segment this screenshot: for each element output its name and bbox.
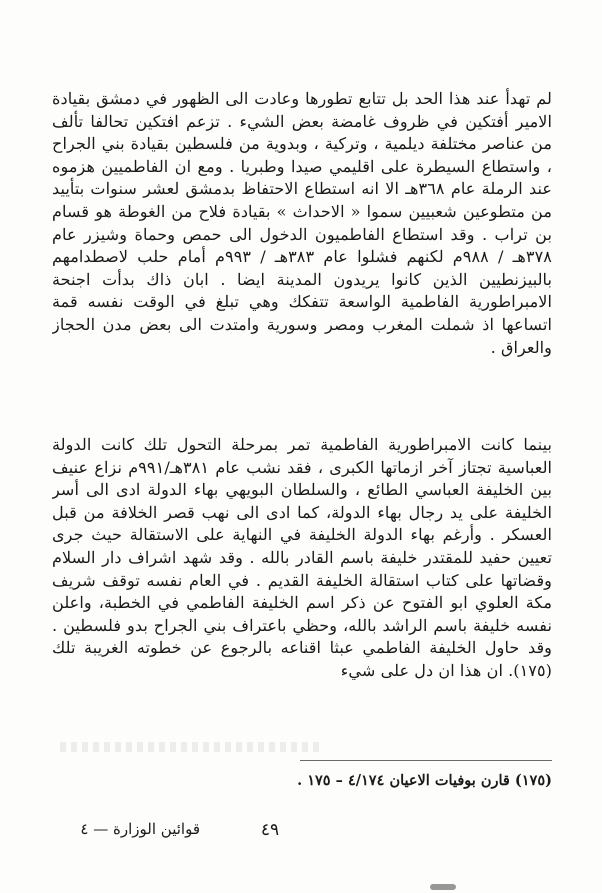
footnote-divider [300,760,552,761]
body-paragraph-1: لم تهدأ عند هذا الحد بل تتابع تطورها وعادت الى الظهور في دمشق بقيادة الامير أفتكين في ظروف غامضة بعض الشيء . تزعم افتكين تحالفا تألف من عناصر مختلفة ديلمية ، وتركية ، وبدوية من فلسطين بقيادة بني الجراح ، واستطاع السيطرة على اقليمي صيدا وطبريا . ومع ان الفاطميين هزموه عند الرملة عام ٣٦٨هـ الا انه استطاع الاحتفاظ بدمشق لعشر سنوات بتأييد من متطوعين شعبيين سموا « الاحداث » بقيادة فلاح من الغوطة هو قسام بن تراب . وقد استطاع الفاطميون الدخول الى حمص وحماة وشيزر عام ٣٧٨هـ / ٩٨٨م لكنهم فشلوا عام ٣٨٣هـ / ٩٩٣م أمام حلب لاصطدامهم بالبيزنطيين الذين كانوا يريدون المدينة ايضا . ابان ذاك بدأت اجنحة الامبراطورية الفاطمية الواسعة تتفكك وهي تبلغ في الوقت نفسه قمة اتساعها اذ شملت المغرب ومصر وسورية وامتدت الى بعض مدن الحجاز والعراق . [52,89,552,357]
footnote: (١٧٥) قارن بوفيات الاعيان ٤/١٧٤ – ١٧٥ . [297,772,552,789]
body-paragraph-2: بينما كانت الامبراطورية الفاطمية تمر بمرحلة التحول تلك كانت الدولة العباسية تجتاز آخر ازماتها الكبرى ، فقد نشب عام ٣٨١هـ/٩٩١م نزاع عنيف بين الخليفة العباسي الطائع ، والسلطان البويهي بهاء الدولة ادى الى أسر الخليفة على يد رجال بهاء الدولة، كما ادى الى نهب قصر الخلافة من قبل العسكر . وأرغم بهاء الدولة الخليفة في النهاية على الاستقالة حيث جرى تعيين حفيد للمقتدر خليفة باسم القادر بالله . وقد شهد اشراف دار السلام وقضاتها على كتاب استقالة الخليفة القديم . في العام نفسه توقف شريف مكة العلوي ابو الفتوح عن ذكر اسم الخليفة الفاطمي في الخطبة، واعلن نفسه خليفة باسم الراشد بالله، وحظي باعتراف بني الجراح بدو فلسطين . وقد حاول الخليفة الفاطمي عبثا اقناعه بالرجوع عن خطوته الغريبة تلك (١٧٥). ان هذا ان دل على شيء [52,435,552,680]
page-number: ٤٩ [260,820,280,840]
show-through-smudge [60,742,320,752]
scan-mark [430,884,456,890]
running-footer-title: قوائين الوزارة — ٤ [80,820,200,838]
